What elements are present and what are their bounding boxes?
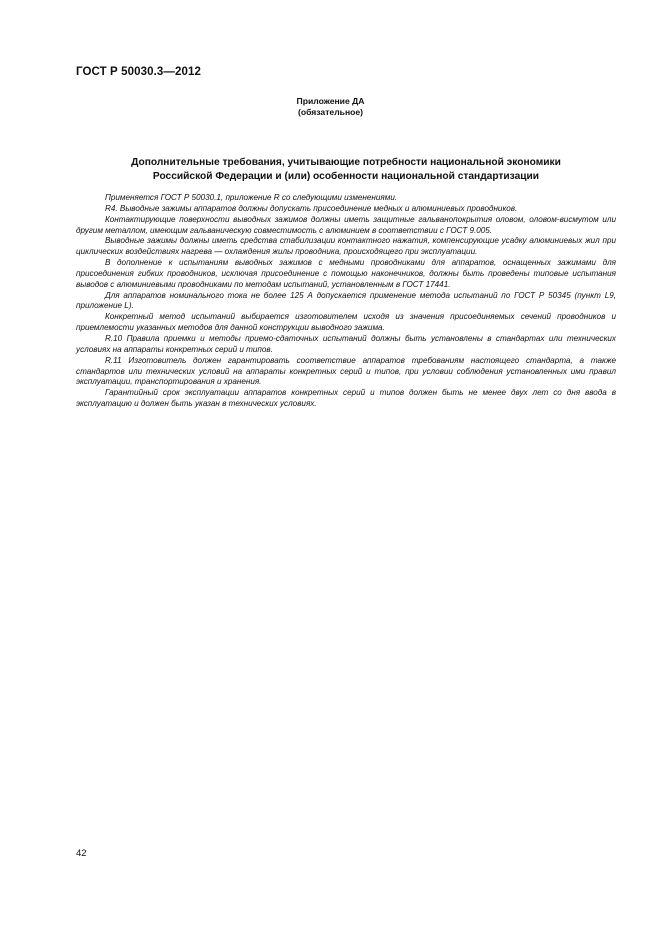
body-text <box>76 193 616 410</box>
document-header: ГОСТ Р 50030.3—2012 <box>76 66 201 78</box>
annex-status: (обязательное) <box>297 107 364 117</box>
paragraph: Конкретный метод испытаний выбирается изготовителем исходя из значения присоединяемых сечений проводников и приемлемости указанных методов для данной конструкции выводного зажима. <box>76 312 616 333</box>
paragraph: В дополнение к испытаниям выводных зажимов с медными проводниками для аппаратов, оснащенных зажимами для присоединения гибких проводников, исключая присоединение с помощью наконечников, должны быть проведены типовые испытания выводов с алюминиевыми проводниками по методам испытаний, установленным в ГОСТ 17441. <box>76 258 616 289</box>
paragraph: Выводные зажимы должны иметь средства стабилизации контактного нажатия, компенсирующие усадку алюминиевых жил при циклических воздействиях нагрева — охлаждения жилы проводника, происходящего при эксплуатации. <box>76 236 616 257</box>
page-number: 42 <box>76 848 87 859</box>
paragraph: R.10 Правила приемки и методы приемо-сдаточных испытаний должны быть установлены в стандартах или технических условиях на аппараты конкретных серий и типов. <box>76 333 616 354</box>
paragraph: R4. Выводные зажимы аппаратов должны допускать присоединение медных и алюминиевых проводников. <box>105 203 518 213</box>
paragraph: Применяется ГОСТ Р 50030.1, приложение R со следующими изменениями. <box>105 193 398 202</box>
paragraph: Гарантийный срок эксплуатации аппаратов конкретных серий и типов должен быть не менее двух лет со дня ввода в эксплуатацию и должен быть указан в технических условиях. <box>76 388 616 409</box>
section-title-line-2: Российской Федерации и (или) особенности национальной стандартизации <box>152 170 540 182</box>
section-title <box>76 156 616 183</box>
annex-label: Приложение ДА <box>296 96 365 106</box>
annex-heading <box>0 96 661 118</box>
paragraph: Для аппаратов номинального тока не более 125 А допускается применение метода испытаний по ГОСТ Р 50345 (пункт L9, приложение L). <box>76 290 616 311</box>
paragraph: Контактирующие поверхности выводных зажимов должны иметь защитные гальванопокрытия оловом, оловом-висмутом или другим металлом, имеющим гальваническую совместимость с алюминием в соответствии с ГОСТ 9.005. <box>76 214 616 235</box>
section-title-line-1: Дополнительные требования, учитывающие потребности национальной экономики <box>131 157 561 168</box>
paragraph: R.11 Изготовитель должен гарантировать соответствие аппаратов требованиям настоящего стандарта, а также стандартов или технических условий на аппараты конкретных серий и типов, при условии соблюдения установленных ими правил эксплуатации, транспортирования и хранения. <box>76 355 616 387</box>
